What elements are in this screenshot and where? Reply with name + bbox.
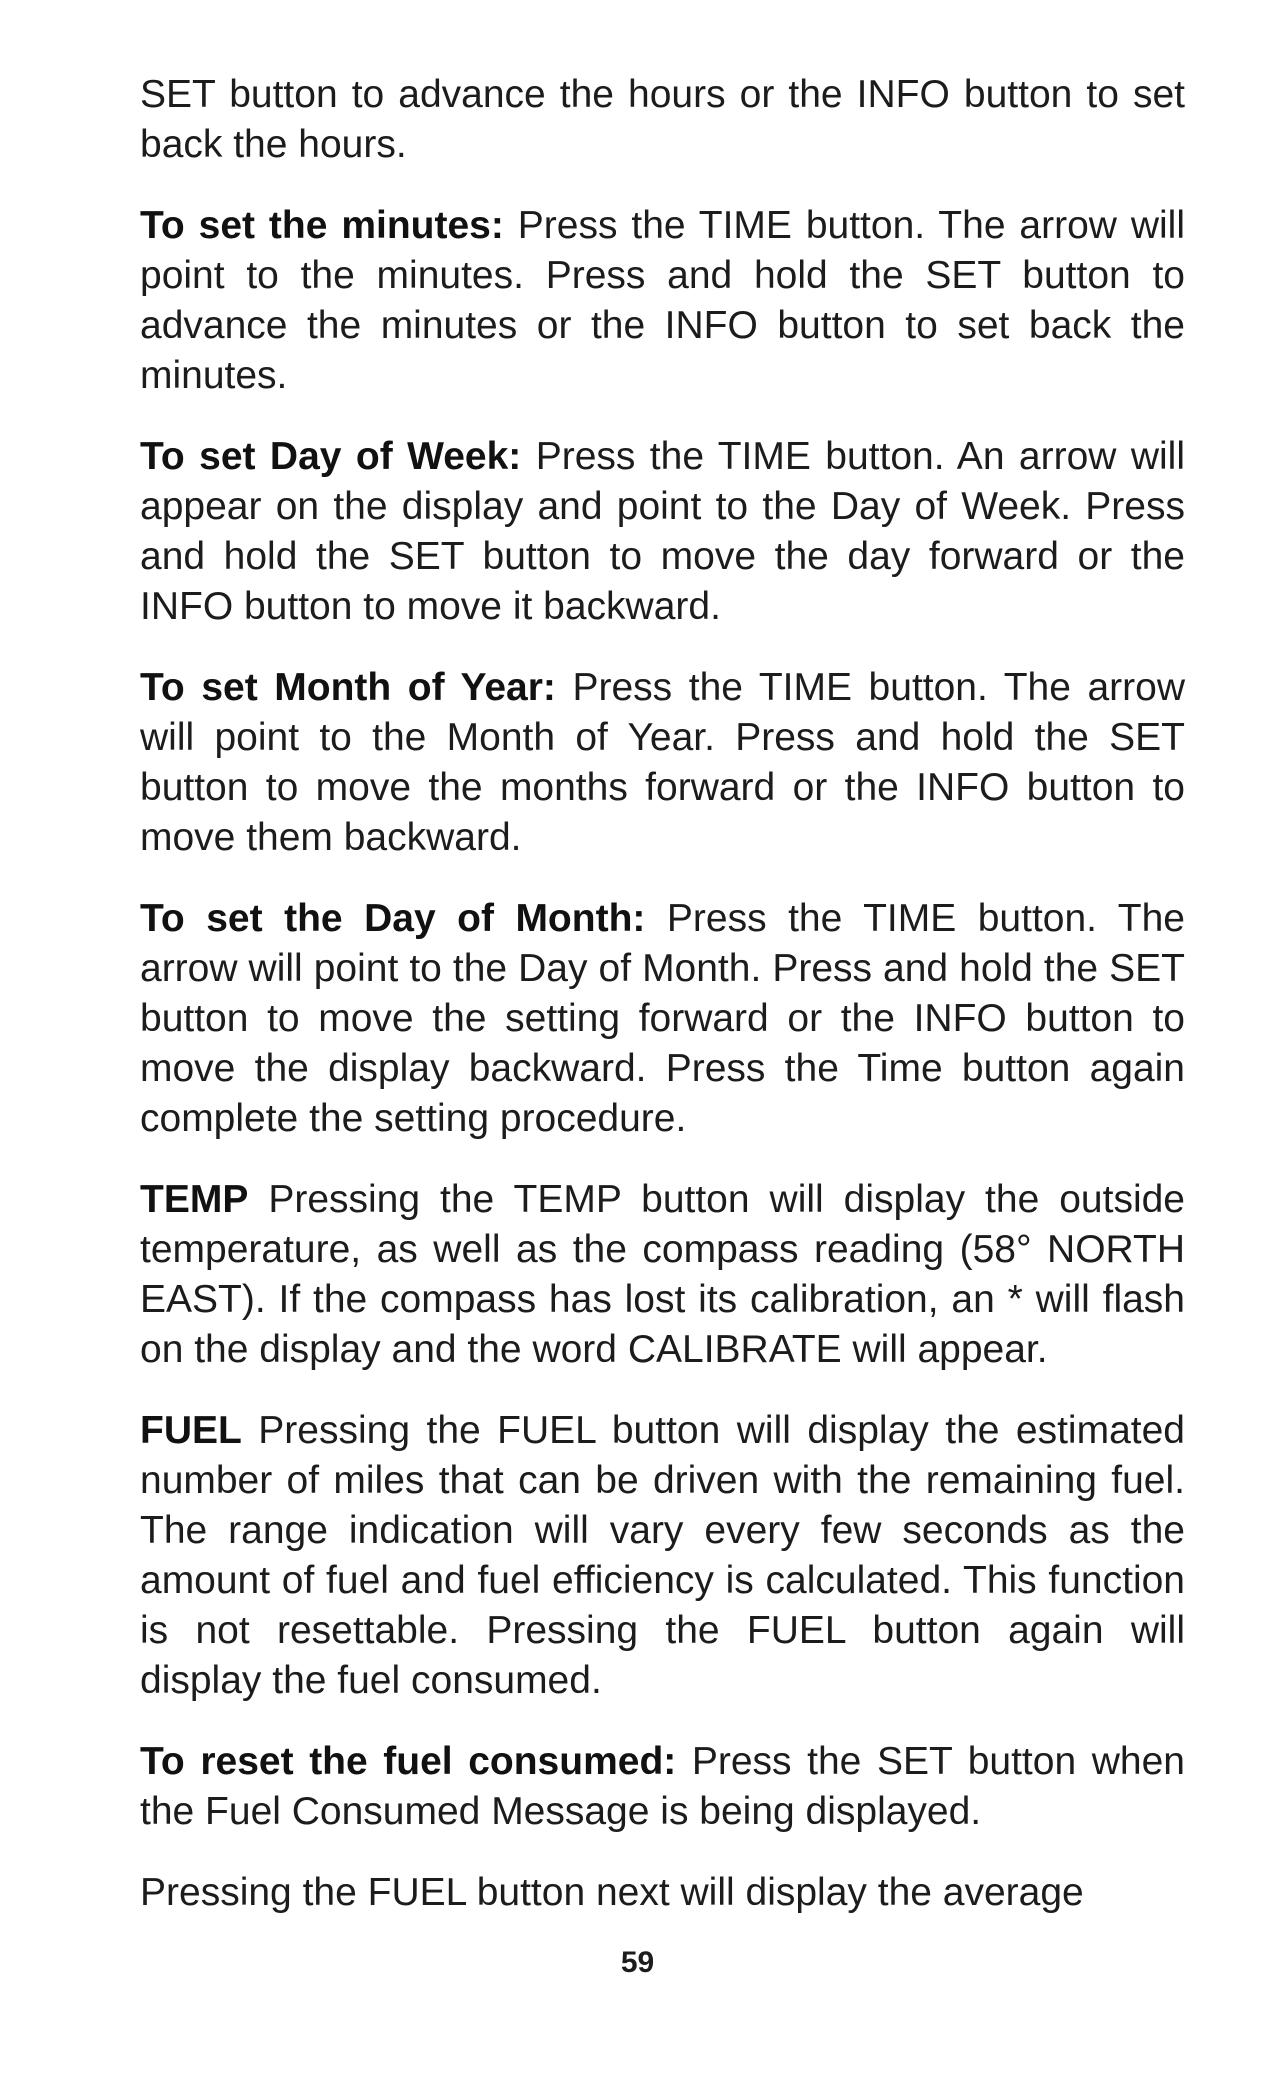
paragraph-fuel [140, 1406, 1185, 1706]
paragraph-text: Press the TIME button. The arrow will point to the Day of Month. Press and hold the SET button to move the setting forward or the INFO button to move the display backward. Press the Time button again complete the setting procedure. [140, 897, 1185, 1140]
paragraph-text: Pressing the TEMP button will display the outside temperature, as well as the compass reading (58° NORTH EAST). If the compass has lost its calibration, an * will flash on the display and the word CALIBRATE will appear. [140, 1178, 1185, 1371]
paragraph-text: Press the TIME button. The arrow will point to the minutes. Press and hold the SET button to advance the minutes or the INFO button to set back the minutes. [140, 204, 1185, 397]
paragraph-set-day-of-week [140, 432, 1185, 632]
paragraph-lead: To set Day of Week: [140, 435, 522, 478]
paragraph-lead: TEMP [140, 1178, 249, 1221]
paragraph-set-day-of-month [140, 894, 1185, 1144]
page-number: 59 [620, 1946, 655, 1979]
paragraph-set-minutes [140, 201, 1185, 401]
page-body [140, 70, 1185, 1949]
paragraph-text: Pressing the FUEL button next will display the average [140, 1871, 1084, 1914]
paragraph-text: Press the TIME button. An arrow will appear on the display and point to the Day of Week. Press and hold the SET button to move the day forward or the INFO button to move it backward. [140, 435, 1185, 628]
paragraph-lead: To reset the fuel consumed: [140, 1740, 677, 1783]
paragraph-lead: FUEL [140, 1409, 242, 1452]
paragraph-lead: To set the Day of Month: [140, 897, 646, 940]
paragraph-reset-fuel-consumed [140, 1737, 1185, 1837]
paragraph-text: Press the TIME button. The arrow will point to the Month of Year. Press and hold the SET button to move the months forward or the INFO button to move them backward. [140, 666, 1185, 859]
paragraph-text: SET button to advance the hours or the INFO button to set back the hours. [140, 73, 1185, 166]
paragraph-text: Press the SET button when the Fuel Consumed Message is being displayed. [140, 1740, 1185, 1833]
paragraph-hours-continued [140, 70, 1185, 170]
paragraph-lead: To set Month of Year: [140, 666, 556, 709]
paragraph-lead: To set the minutes: [140, 204, 504, 247]
paragraph-fuel-average [140, 1868, 1185, 1918]
paragraph-set-month-of-year [140, 663, 1185, 863]
paragraph-temp [140, 1175, 1185, 1375]
paragraph-text: Pressing the FUEL button will display the estimated number of miles that can be driven with the remaining fuel. The range indication will vary every few seconds as the amount of fuel and fuel efficiency is calculated. This function is not resettable. Pressing the FUEL button again will display the fuel consumed. [140, 1409, 1185, 1702]
